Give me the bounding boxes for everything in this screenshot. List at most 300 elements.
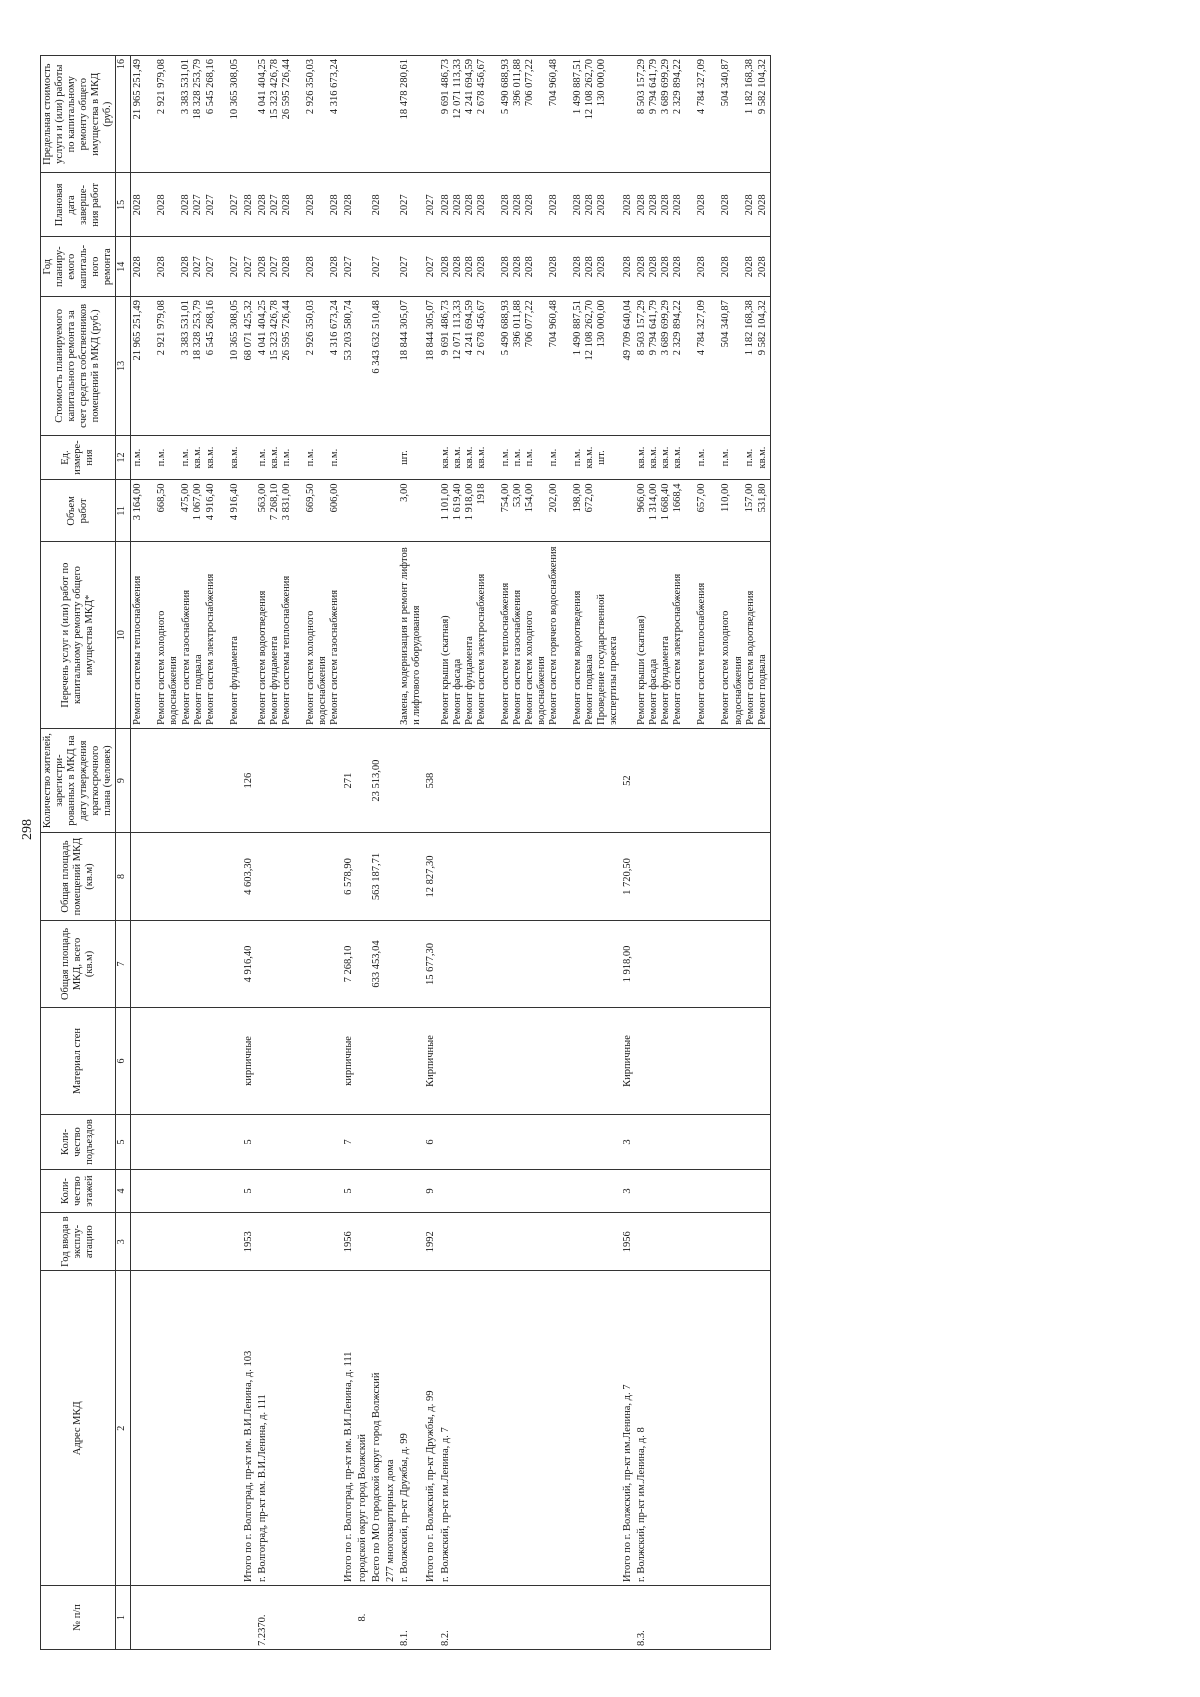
work-unit: п.м. <box>571 448 583 467</box>
work-cost: 18 328 253,79 <box>192 300 204 361</box>
work-name: Ремонт систем холодного водоснабжения <box>523 610 547 725</box>
work-limit: 2 926 350,03 <box>304 59 316 115</box>
work-name: Ремонт фасада <box>648 658 660 725</box>
end-year: 2028 <box>242 173 256 237</box>
work-volume: 110,00 <box>720 483 732 512</box>
work-year: 2028 <box>648 256 660 278</box>
work-cost: 6 545 268,16 <box>204 300 216 356</box>
work-name: Ремонт фундамента <box>268 636 280 725</box>
work-limit: 6 545 268,16 <box>204 59 216 115</box>
work-end: 2028 <box>744 194 756 216</box>
work-name: Ремонт подвала <box>584 654 595 725</box>
plan-year: 2027 <box>342 237 356 297</box>
total-address: Итого по г. Волгоград, пр-кт им. В.И.Ленина, д. 111 <box>342 1271 356 1586</box>
work-limit: 4 041 404,25 <box>256 59 268 115</box>
address: г. Волгоград, пр-кт им. В.И.Ленина, д. 111 <box>256 1271 342 1586</box>
residents: 126 <box>242 728 256 832</box>
work-cost: 2 921 979,08 <box>156 300 168 356</box>
header-cell: Предельная стоимость услуги и (или) работы по капитальному ремонту общего имущества в МКД (руб.) <box>41 56 116 173</box>
total-address: Итого по г. Волгоград, пр-кт им. В.И.Ленина, д. 103 <box>242 1271 256 1586</box>
work-volume: 4 916,40 <box>204 483 216 521</box>
address: г. Волжский, пр-кт им.Ленина, д. 7 <box>439 1271 622 1586</box>
total-row <box>424 56 438 1650</box>
end-dates-list <box>635 173 770 237</box>
work-name: Ремонт систем холодного водоснабжения <box>156 610 180 725</box>
work-cost: 10 365 308,05 <box>228 300 240 361</box>
column-number: 12 <box>116 435 131 480</box>
work-cost: 12 071 113,33 <box>451 300 463 361</box>
end-dates-list <box>131 173 242 237</box>
work-name: Ремонт систем газоснабжения <box>180 589 192 725</box>
document-table-container <box>40 55 1160 1650</box>
work-unit: п.м. <box>720 448 732 467</box>
work-limit: 4 316 673,24 <box>328 59 340 115</box>
work-limit: 18 328 253,79 <box>192 59 204 120</box>
costs-list <box>256 297 342 436</box>
work-name: Ремонт систем водоотведения <box>571 590 583 725</box>
works-list <box>635 542 770 729</box>
work-year: 2028 <box>132 256 144 278</box>
work-name: Ремонт системы теплоснабжения <box>132 575 144 725</box>
work-year: 2027 <box>398 237 424 297</box>
work-name: Ремонт систем водоотведения <box>744 590 756 725</box>
work-year: 2027 <box>204 256 216 278</box>
work-name: Проведение государственной экспертизы проекта <box>596 593 620 725</box>
work-volume: 966,00 <box>636 483 648 513</box>
work-year: 2028 <box>672 256 684 278</box>
row-number: 8.2. <box>439 1586 622 1650</box>
row-number: 8.3. <box>635 1586 770 1650</box>
section-number: 8. <box>356 1586 370 1650</box>
house-count: 277 многоквартирных дома <box>384 1271 398 1586</box>
work-name: Ремонт систем холодного водоснабжения <box>304 610 328 725</box>
work-end: 2027 <box>268 194 280 216</box>
work-volume: 53,00 <box>511 483 523 508</box>
work-end: 2028 <box>672 194 684 216</box>
work-year: 2028 <box>156 256 168 278</box>
header-cell: Количество жителей, зарегистри- рованных в МКД на дату утверждения краткосрочного плана (человек) <box>41 728 116 832</box>
work-cost: 2 329 894,22 <box>672 300 684 356</box>
work-cost: 9 582 104,32 <box>756 300 768 356</box>
work-volume <box>596 483 620 538</box>
work-limit: 5 490 688,93 <box>499 59 511 115</box>
end-dates-list <box>439 173 622 237</box>
work-limit: 9 582 104,32 <box>756 59 768 115</box>
column-number-row <box>116 56 131 1650</box>
work-end: 2028 <box>463 194 475 216</box>
header-cell: Общая площадь МКД, всего (кв.м) <box>41 920 116 1007</box>
area-total: 633 453,04 <box>370 920 384 1007</box>
work-limit: 130 000,00 <box>595 59 607 107</box>
limits-list <box>256 56 342 173</box>
section-total-label: Всего по МО городской округ город Волжский <box>370 1271 384 1586</box>
work-unit: кв.м. <box>228 446 240 469</box>
work-volume: 157,00 <box>744 483 756 513</box>
section-count-row <box>384 56 398 1650</box>
work-volume: 1 067,00 <box>192 483 204 521</box>
years-list <box>131 237 242 297</box>
work-cost: 1 182 168,38 <box>744 300 756 356</box>
build-year: 1992 <box>424 1212 438 1271</box>
work-volume: 1 918,00 <box>463 483 475 521</box>
work-unit: шт. <box>398 435 424 480</box>
work-name: Ремонт систем водоотведения <box>256 590 268 725</box>
work-cost: 130 000,00 <box>595 300 607 348</box>
work-cost: 5 490 688,93 <box>499 300 511 356</box>
section-total-row <box>370 56 384 1650</box>
work-year: 2028 <box>571 256 583 278</box>
work-unit: п.м. <box>696 448 708 467</box>
row-number: 7.2370. <box>256 1586 342 1650</box>
work-name: Ремонт систем электроснабжения <box>475 573 487 725</box>
build-year: 1956 <box>621 1212 635 1271</box>
work-limit: 1 490 887,51 <box>571 59 583 115</box>
work-limit: 9 794 641,79 <box>648 59 660 115</box>
work-end: 2028 <box>180 194 192 216</box>
work-limit: 12 071 113,33 <box>451 59 463 119</box>
work-unit: кв.м. <box>268 446 280 469</box>
plan-year: 2027 <box>242 237 256 297</box>
floors: 3 <box>621 1170 635 1213</box>
end-year: 2028 <box>621 173 635 237</box>
work-unit: п.м. <box>511 448 523 467</box>
plan-year: 2027 <box>424 237 438 297</box>
work-volume: 198,00 <box>571 483 583 513</box>
work-cost: 8 503 157,29 <box>636 300 648 356</box>
work-name: Ремонт фундамента <box>660 636 672 725</box>
work-end: 2028 <box>156 194 168 216</box>
end-dates-list <box>256 173 342 237</box>
work-unit: п.м. <box>499 448 511 467</box>
work-unit: п.м. <box>304 448 316 467</box>
work-cost: 9 691 486,73 <box>439 300 451 356</box>
work-volume: 1 101,00 <box>439 483 451 521</box>
work-year: 2028 <box>280 256 292 278</box>
work-end: 2028 <box>636 194 648 216</box>
end-year: 2028 <box>342 173 356 237</box>
work-end: 2028 <box>720 194 732 216</box>
work-unit: кв.м. <box>439 446 451 469</box>
table-row <box>439 56 622 1650</box>
work-year: 2028 <box>523 256 535 278</box>
total-row <box>242 56 256 1650</box>
work-end: 2028 <box>256 194 268 216</box>
work-name: Ремонт фундамента <box>228 636 240 725</box>
table-row <box>256 56 342 1650</box>
work-volume: 1 668,40 <box>660 483 672 521</box>
work-limit: 2 678 456,67 <box>475 59 487 115</box>
work-volume: 3,00 <box>398 480 424 542</box>
floors: 5 <box>242 1170 256 1213</box>
work-year: 2028 <box>304 256 316 278</box>
work-end: 2027 <box>398 173 424 237</box>
work-year: 2028 <box>439 256 451 278</box>
section-row <box>356 56 370 1650</box>
work-unit: кв.м. <box>451 446 463 469</box>
work-volume: 657,00 <box>696 483 708 513</box>
total-address: Итого по г. Волжский, пр-кт им.Ленина, д. 7 <box>621 1271 635 1586</box>
work-cost: 4 041 404,25 <box>256 300 268 356</box>
work-cost: 9 794 641,79 <box>648 300 660 356</box>
years-list <box>439 237 622 297</box>
work-name: Ремонт систем горячего водоснабжения <box>547 546 559 725</box>
work-unit: п.м. <box>328 448 340 467</box>
work-unit: кв.м. <box>475 446 487 469</box>
residents: 23 513,00 <box>370 728 384 832</box>
column-number: 3 <box>116 1212 131 1271</box>
column-number: 6 <box>116 1008 131 1115</box>
work-year: 2028 <box>756 256 768 278</box>
work-volume: 475,00 <box>180 483 192 513</box>
work-end: 2028 <box>511 194 523 216</box>
volumes-list <box>256 480 342 542</box>
work-year: 2028 <box>451 256 463 278</box>
work-end: 2028 <box>451 194 463 216</box>
work-volume: 531,80 <box>756 483 768 513</box>
limits-list <box>439 56 622 173</box>
total-cost: 68 071 425,32 <box>242 297 256 436</box>
work-limit: 706 077,22 <box>523 59 535 107</box>
costs-list <box>635 297 770 436</box>
floors: 9 <box>424 1170 438 1213</box>
area-total: 1 918,00 <box>621 920 635 1007</box>
work-name: Ремонт системы теплоснабжения <box>280 575 292 725</box>
page-number: 298 <box>20 819 35 840</box>
work-unit: кв.м. <box>660 446 672 469</box>
volumes-list <box>131 480 242 542</box>
address: г. Волжский, пр-кт им.Ленина, д. 8 <box>635 1271 770 1586</box>
end-year: 2028 <box>370 173 384 237</box>
work-name: Ремонт крыши (скатная) <box>439 615 451 725</box>
address: г. Волжский, пр-кт Дружбы, д. 99 <box>398 1271 424 1586</box>
header-cell: Объем работ <box>41 480 116 542</box>
work-year: 2028 <box>475 256 487 278</box>
costs-list <box>131 297 242 436</box>
area-rooms: 563 187,71 <box>370 833 384 920</box>
work-year: 2027 <box>268 256 280 278</box>
work-year: 2028 <box>511 256 523 278</box>
work-end: 2028 <box>571 194 583 216</box>
table-row <box>635 56 770 1650</box>
work-volume: 154,00 <box>523 483 535 513</box>
work-limit: 704 960,48 <box>547 59 559 107</box>
work-end: 2027 <box>192 194 204 216</box>
entrances: 6 <box>424 1114 438 1169</box>
work-year: 2028 <box>328 256 340 278</box>
work-volume: 672,00 <box>583 483 595 513</box>
section-title: городской округ город Волжский <box>356 1271 370 1586</box>
work-cost: 15 323 426,78 <box>268 300 280 361</box>
work-cost: 21 965 251,49 <box>132 300 144 361</box>
work-volume: 606,00 <box>328 483 340 513</box>
work-cost: 3 689 699,29 <box>660 300 672 356</box>
work-unit: п.м. <box>523 448 535 467</box>
work-name: Замена, модернизация и ремонт лифтов и лифтового оборудования <box>398 542 424 729</box>
work-limit: 8 503 157,29 <box>636 59 648 115</box>
entrances: 7 <box>342 1114 356 1169</box>
work-unit: п.м. <box>256 448 268 467</box>
work-name: Ремонт систем холодного водоснабжения <box>720 610 744 725</box>
work-end: 2028 <box>523 194 535 216</box>
work-volume: 4 916,40 <box>228 483 240 521</box>
column-number: 7 <box>116 920 131 1007</box>
work-end: 2028 <box>439 194 451 216</box>
work-name: Ремонт фасада <box>451 658 463 725</box>
work-year: 2028 <box>463 256 475 278</box>
work-cost: 504 340,87 <box>720 300 732 348</box>
work-volume: 669,50 <box>304 483 316 513</box>
work-end: 2028 <box>583 194 595 216</box>
row-number: 8.1. <box>398 1586 424 1650</box>
work-limit: 4 784 327,09 <box>696 59 708 115</box>
area-rooms: 12 827,30 <box>424 833 438 920</box>
work-unit: п.м. <box>132 448 144 467</box>
area-total: 4 916,40 <box>242 920 256 1007</box>
works-list <box>439 542 622 729</box>
area-rooms: 1 720,50 <box>621 833 635 920</box>
work-cost: 706 077,22 <box>523 300 535 348</box>
work-year: 2028 <box>499 256 511 278</box>
entrances: 3 <box>621 1114 635 1169</box>
wall-material: Кирпичные <box>621 1008 635 1115</box>
work-volume: 202,00 <box>547 483 559 513</box>
work-name: Ремонт подвала <box>756 654 768 725</box>
units-list <box>439 435 622 480</box>
area-rooms: 6 578,90 <box>342 833 356 920</box>
total-row <box>621 56 635 1650</box>
work-unit: п.м. <box>280 448 292 467</box>
wall-material: кирпичные <box>242 1008 256 1115</box>
work-year: 2028 <box>547 256 559 278</box>
work-unit: кв.м. <box>463 446 475 469</box>
years-list <box>635 237 770 297</box>
entrances: 5 <box>242 1114 256 1169</box>
residents: 271 <box>342 728 356 832</box>
column-number: 4 <box>116 1170 131 1213</box>
column-number: 10 <box>116 542 131 729</box>
work-year: 2028 <box>660 256 672 278</box>
capital-repair-table <box>40 55 771 1650</box>
work-limit: 3 383 531,01 <box>180 59 192 115</box>
work-cost: 704 960,48 <box>547 300 559 348</box>
work-cost: 3 383 531,01 <box>180 300 192 356</box>
header-cell: Год ввода в эксплу- атацию <box>41 1212 116 1271</box>
work-unit: кв.м. <box>192 446 204 469</box>
column-number: 16 <box>116 56 131 173</box>
column-number: 9 <box>116 728 131 832</box>
build-year: 1953 <box>242 1212 256 1271</box>
work-unit: кв.м. <box>648 446 660 469</box>
table-row <box>131 56 242 1650</box>
work-limit: 21 965 251,49 <box>132 59 144 120</box>
total-cost: 53 203 580,74 <box>342 297 356 436</box>
residents: 538 <box>424 728 438 832</box>
work-name: Ремонт систем электроснабжения <box>204 573 216 725</box>
work-year: 2028 <box>180 256 192 278</box>
residents: 52 <box>621 728 635 832</box>
work-limit: 504 340,87 <box>720 59 732 107</box>
header-cell: Коли- чество этажей <box>41 1170 116 1213</box>
work-cost: 4 241 694,59 <box>463 300 475 356</box>
work-unit: п.м. <box>180 448 192 467</box>
work-name: Ремонт систем теплоснабжения <box>499 582 511 725</box>
header-cell: Ед. измере- ния <box>41 435 116 480</box>
column-number: 15 <box>116 173 131 237</box>
column-number: 8 <box>116 833 131 920</box>
column-number: 14 <box>116 237 131 297</box>
end-year: 2027 <box>424 173 438 237</box>
work-name: Ремонт систем теплоснабжения <box>696 582 708 725</box>
work-limit: 1 182 168,38 <box>744 59 756 115</box>
work-unit: п.м. <box>547 448 559 467</box>
work-volume: 7 268,10 <box>268 483 280 521</box>
area-total: 7 268,10 <box>342 920 356 1007</box>
work-end: 2028 <box>499 194 511 216</box>
work-unit: кв.м. <box>204 446 216 469</box>
years-list <box>256 237 342 297</box>
area-rooms: 4 603,30 <box>242 833 256 920</box>
work-volume: 754,00 <box>499 483 511 513</box>
total-row <box>342 56 356 1650</box>
work-limit: 10 365 308,05 <box>228 59 240 120</box>
work-limit: 9 691 486,73 <box>439 59 451 115</box>
work-end: 2028 <box>696 194 708 216</box>
header-cell: Коли- чество подъездов <box>41 1114 116 1169</box>
work-end: 2028 <box>595 194 607 216</box>
work-year: 2028 <box>696 256 708 278</box>
header-cell: Адрес МКД <box>41 1271 116 1586</box>
works-list <box>131 542 242 729</box>
plan-year: 2027 <box>370 237 384 297</box>
work-unit: п.м. <box>744 448 756 467</box>
works-list <box>256 542 342 729</box>
work-end: 2028 <box>648 194 660 216</box>
work-year: 2028 <box>744 256 756 278</box>
work-cost: 1 490 887,51 <box>571 300 583 356</box>
work-volume: 668,50 <box>156 483 168 513</box>
wall-material: Кирпичные <box>424 1008 438 1115</box>
header-cell: Плановая дата заверше- ния работ <box>41 173 116 237</box>
work-volume: 563,00 <box>256 483 268 513</box>
header-cell: Общая площадь помещений МКД (кв.м) <box>41 833 116 920</box>
work-unit: кв.м. <box>672 446 684 469</box>
work-name: Ремонт систем газоснабжения <box>329 589 340 725</box>
work-unit: кв.м. <box>583 446 595 469</box>
work-cost: 12 108 262,70 <box>583 300 595 361</box>
work-end: 2028 <box>475 194 487 216</box>
work-name: Ремонт систем электроснабжения <box>672 573 684 725</box>
work-cost: 2 678 456,67 <box>475 300 487 356</box>
work-year: 2027 <box>228 256 240 278</box>
header-cell: Материал стен <box>41 1008 116 1115</box>
work-cost: 4 316 673,24 <box>328 300 340 356</box>
work-volume: 3 164,00 <box>132 483 144 521</box>
work-volume: 3 831,00 <box>280 483 292 521</box>
table-row <box>398 56 424 1650</box>
units-list <box>131 435 242 480</box>
column-number: 5 <box>116 1114 131 1169</box>
work-end: 2028 <box>280 194 292 216</box>
work-unit: шт. <box>595 450 607 465</box>
units-list <box>635 435 770 480</box>
volumes-list <box>439 480 622 542</box>
work-limit: 3 689 699,29 <box>660 59 672 115</box>
limits-list <box>131 56 242 173</box>
header-cell: Год планиру- емого капиталь- ного ремонта <box>41 237 116 297</box>
column-number: 13 <box>116 297 131 436</box>
wall-material: кирпичные <box>342 1008 356 1115</box>
work-name: Ремонт систем газоснабжения <box>511 589 523 725</box>
